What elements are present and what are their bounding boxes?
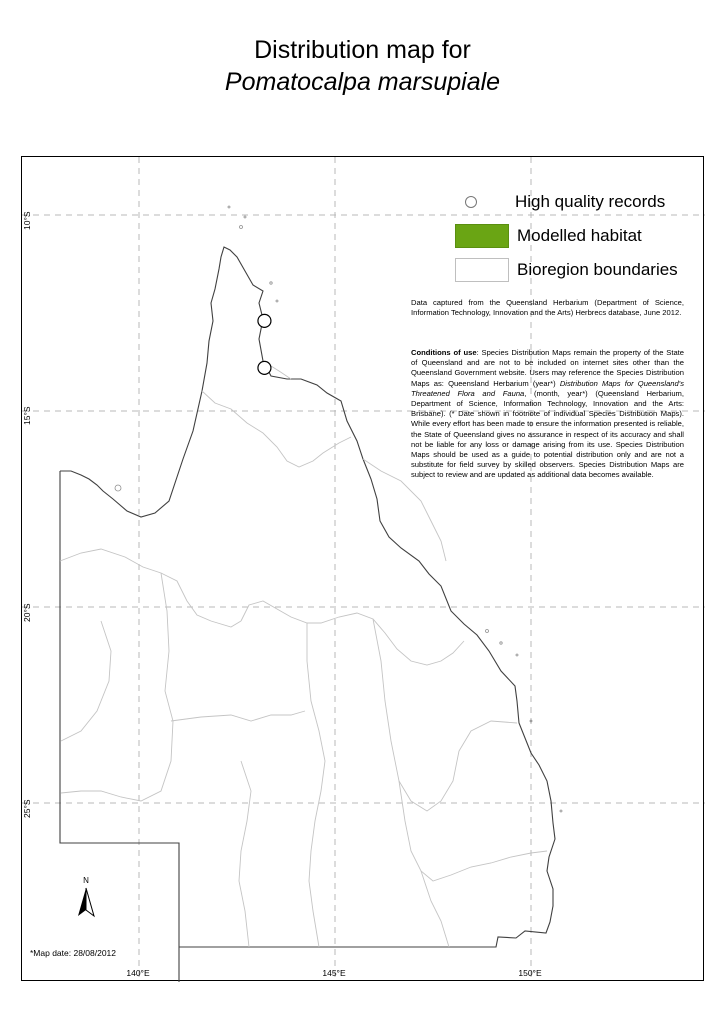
legend-bioregion (455, 258, 678, 282)
legend-records (455, 192, 665, 212)
record-marker-1 (258, 314, 271, 327)
legend-records-label: High quality records (515, 192, 666, 211)
bioregion-swatch-icon (455, 258, 509, 282)
record-marker-2 (258, 361, 271, 374)
conditions-title-italic: Distribution Maps for Queensland's Threatened Flora and Fauna (411, 378, 685, 398)
north-arrow-icon (74, 874, 98, 920)
legend-habitat-label: Modelled habitat (517, 226, 642, 245)
tick-10s: 10°S (22, 211, 32, 230)
data-source-text: Data captured from the Queensland Herbarium (Department of Science, Information Technology, Innovation and the Arts) Herbrecs database, June 2012. (411, 298, 684, 318)
tick-140e: 140°E (126, 968, 150, 978)
record-circle-icon (465, 196, 477, 208)
tick-20s: 20°S (22, 603, 32, 622)
tick-25s: 25°S (22, 799, 32, 818)
legend-habitat (455, 224, 642, 248)
map-title (0, 34, 725, 98)
conditions-of-use (411, 348, 684, 481)
species-name: Pomatocalpa marsupiale (224, 68, 501, 96)
north-label: N (83, 876, 89, 885)
conditions-heading: Conditions of use (411, 348, 477, 357)
habitat-swatch-icon (455, 224, 509, 248)
legend-bioregion-label: Bioregion boundaries (517, 260, 678, 279)
tick-150e: 150°E (518, 968, 542, 978)
conditions-text-1: : Species Distribution Maps remain the property of the State of Queensland and are not to be included on internet sites other than the Queensland Government website. Users may reference the Species Distribution Maps as: Queensland Herbarium (year*) (411, 348, 684, 388)
map-date: *Map date: 28/08/2012 (30, 948, 117, 958)
tick-145e: 145°E (322, 968, 346, 978)
tick-15s: 15°S (22, 406, 32, 425)
title-line-1: Distribution map for (254, 36, 471, 64)
conditions-text-2: , (month, year*) (Queensland Herbarium, Department of Science, Information Technology, Innovation and the Arts: Brisbane). (* Date shown in footnote of individual Species Distribution Maps). While every effort has been made to ensure the information presented is reliable, the State of Queensland gives no assurance in respect of its accuracy and shall not be liable for any loss or damage arising from its use. Species Distribution Maps should be used as a guide to potential distribution only and are not a substitute for field survey by skilled observers. Species Distribution Maps are subject to review and are updated as additional data becomes available. (411, 388, 684, 480)
